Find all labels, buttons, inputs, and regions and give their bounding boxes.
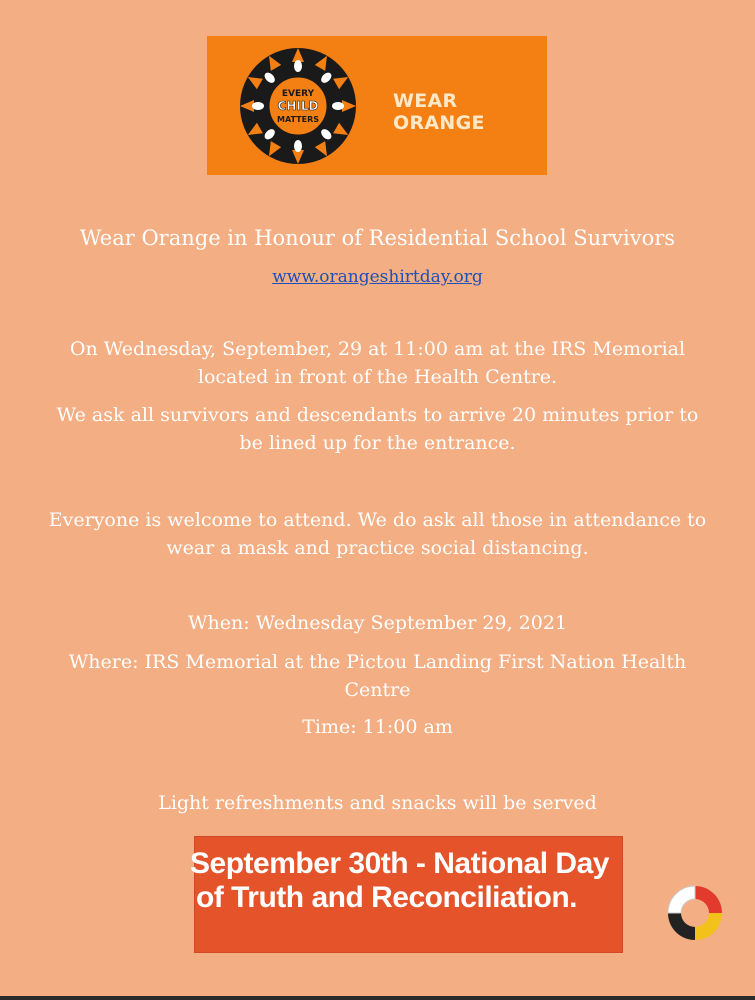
where-line-1: Where: IRS Memorial at the Pictou Landing First Nation Health <box>68 651 687 673</box>
header-banner <box>207 36 547 175</box>
welcome-line-2: wear a mask and practice social distancing. <box>166 537 589 559</box>
welcome-paragraph <box>0 506 755 562</box>
arrival-paragraph <box>0 401 755 457</box>
truth-reconciliation-banner <box>190 836 623 953</box>
event-paragraph <box>0 335 755 391</box>
page-title: Wear Orange in Honour of Residential School Survivors <box>79 226 676 250</box>
svg-text:CHILD: CHILD <box>277 99 319 113</box>
orange-shirt-day-link[interactable]: www.orangeshirtday.org <box>272 267 483 287</box>
banner-line-1: September 30th - National Day <box>190 847 609 880</box>
where-line-2: Centre <box>344 679 411 701</box>
where-paragraph <box>0 648 755 704</box>
refreshments-line: Light refreshments and snacks will be served <box>158 792 597 814</box>
bottom-border <box>0 996 755 1000</box>
arrival-line-2: be lined up for the entrance. <box>239 432 516 454</box>
welcome-line-1: Everyone is welcome to attend. We do ask all those in attendance to <box>48 509 707 531</box>
event-line-2: located in front of the Health Centre. <box>197 366 558 388</box>
time-line: Time: 11:00 am <box>302 716 453 738</box>
when-line: When: Wednesday September 29, 2021 <box>187 612 568 634</box>
event-line-1: On Wednesday, September, 29 at 11:00 am at the IRS Memorial <box>69 338 686 360</box>
wear-orange-label: WEAR ORANGE <box>393 90 485 134</box>
arrival-line-1: We ask all survivors and descendants to arrive 20 minutes prior to <box>56 404 699 426</box>
banner-line-2: of Truth and Reconciliation. <box>195 881 577 914</box>
every-child-matters-logo <box>234 42 362 170</box>
medicine-wheel-icon <box>664 882 726 944</box>
svg-text:EVERY: EVERY <box>281 89 315 99</box>
svg-text:MATTERS: MATTERS <box>276 115 320 124</box>
